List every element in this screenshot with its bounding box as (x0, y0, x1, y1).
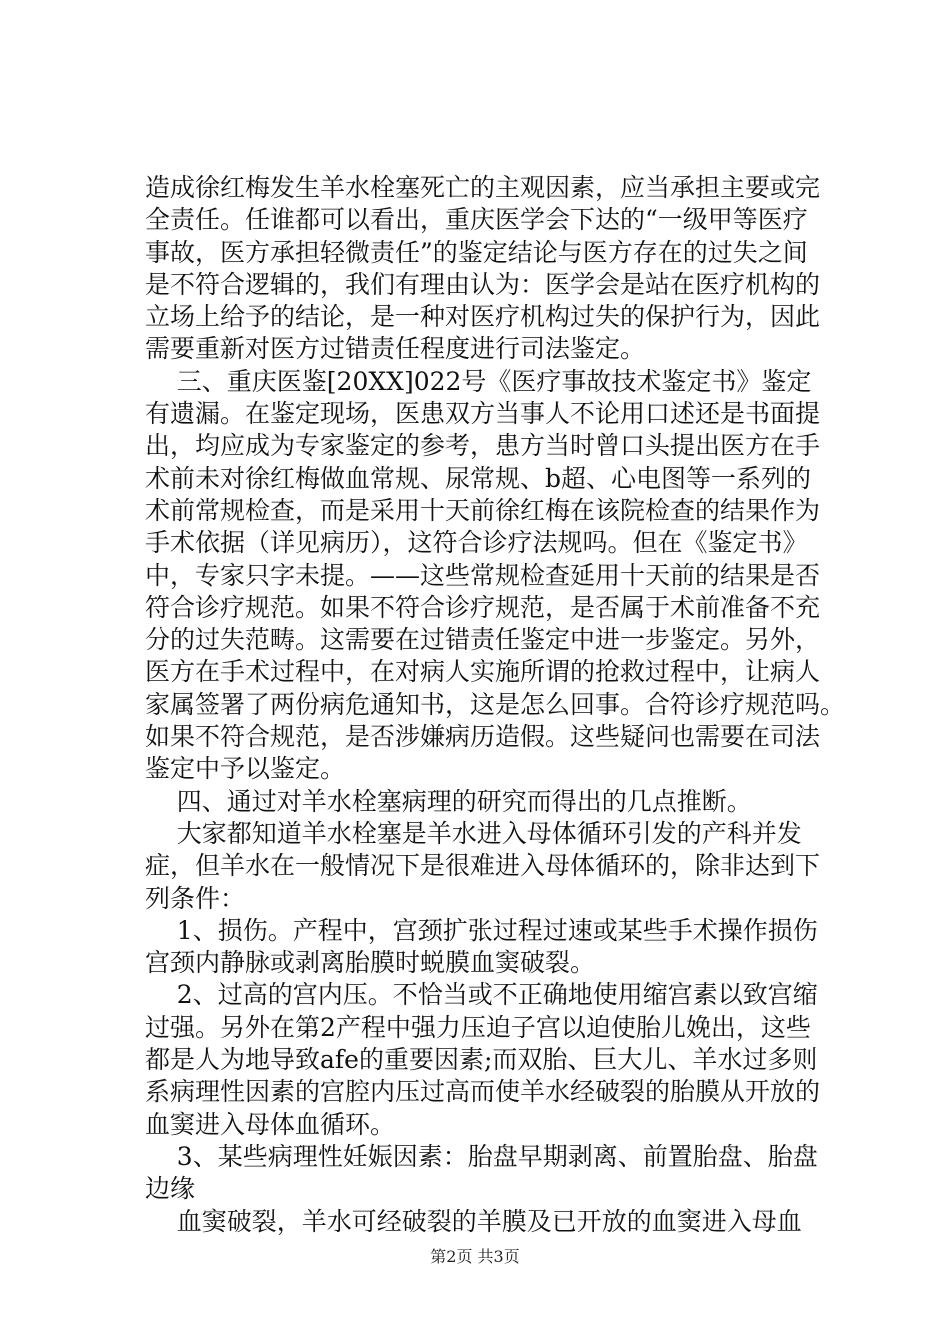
text-line: 造成徐红梅发生羊水栓塞死亡的主观因素，应当承担主要或完 (145, 173, 821, 202)
document-body (145, 172, 845, 1238)
text-line: 立场上给予的结论，是一种对医疗机构过失的保护行为，因此 (145, 302, 821, 332)
text-line: 手术依据（详见病历），这符合诊疗法规吗。但在《鉴定书》 (145, 528, 808, 558)
text-line: 医方在手术过程中，在对病人实施所谓的抢救过程中，让病人 (145, 657, 821, 687)
text-line: 家属签署了两份病危通知书，这是怎么回事。合符诊疗规范吗。 (145, 689, 846, 719)
text-line: 3、某些病理性妊娠因素：胎盘早期剥离、前置胎盘、胎盘 (145, 1141, 818, 1171)
text-line: 事故，医方承担轻微责任”的鉴定结论与医方存在的过失之间 (145, 237, 808, 267)
text-line: 系病理性因素的宫腔内压过高而使羊水经破裂的胎膜从开放的 (145, 1077, 821, 1107)
page-footer (0, 1244, 950, 1267)
text-line: 需要重新对医方过错责任程度进行司法鉴定。 (145, 334, 646, 364)
text-line: 术前常规检查，而是采用十天前徐红梅在该院检查的结果作为 (145, 495, 821, 525)
text-line: 分的过失范畴。这需要在过错责任鉴定中进一步鉴定。另外， (145, 625, 821, 655)
text-line: 列条件： (145, 883, 246, 913)
text-line: 大家都知道羊水栓塞是羊水进入母体循环引发的产科并发 (145, 818, 802, 848)
text-line: 全责任。任谁都可以看出，重庆医学会下达的“一级甲等医疗 (145, 205, 808, 235)
page-number: 第2页 共3页 (430, 1247, 520, 1266)
text-line: 三、重庆医鉴[20XX]022号《医疗事故技术鉴定书》鉴定 (145, 366, 812, 396)
text-line: 鉴定中予以鉴定。 (145, 754, 346, 784)
text-line: 血窦进入母体血循环。 (145, 1109, 396, 1139)
text-line: 术前未对徐红梅做血常规、尿常规、b超、心电图等一系列的 (145, 463, 812, 493)
text-line: 如果不符合规范，是否涉嫌病历造假。这些疑问也需要在司法 (145, 722, 821, 752)
text-line: 宫颈内静脉或剥离胎膜时蜕膜血窦破裂。 (145, 948, 596, 978)
text-line: 是不符合逻辑的，我们有理由认为：医学会是站在医疗机构的 (145, 269, 821, 299)
text-line: 1、损伤。产程中，宫颈扩张过程过速或某些手术操作损伤 (145, 915, 818, 945)
text-line: 症，但羊水在一般情况下是很难进入母体循环的，除非达到下 (145, 851, 821, 881)
text-line: 过强。另外在第2产程中强力压迫子宫以迫使胎儿娩出，这些 (145, 1012, 811, 1042)
text-line: 2、过高的宫内压。不恰当或不正确地使用缩宫素以致宫缩 (145, 980, 818, 1010)
text-line: 血窦破裂，羊水可经破裂的羊膜及已开放的血窦进入母血 (145, 1206, 802, 1236)
text-line: 出，均应成为专家鉴定的参考，患方当时曾口头提出医方在手 (145, 431, 821, 461)
text-line: 有遗漏。在鉴定现场，医患双方当事人不论用口述还是书面提 (145, 399, 821, 429)
text-line: 都是人为地导致afe的重要因素;而双胎、巨大儿、羊水过多则 (145, 1045, 818, 1075)
text-line: 符合诊疗规范。如果不符合诊疗规范，是否属于术前准备不充 (145, 592, 821, 622)
text-line: 中，专家只字未提。——这些常规检查延用十天前的结果是否 (145, 560, 821, 590)
text-line: 四、通过对羊水栓塞病理的研究而得出的几点推断。 (145, 786, 752, 816)
text-line: 边缘 (145, 1174, 196, 1204)
